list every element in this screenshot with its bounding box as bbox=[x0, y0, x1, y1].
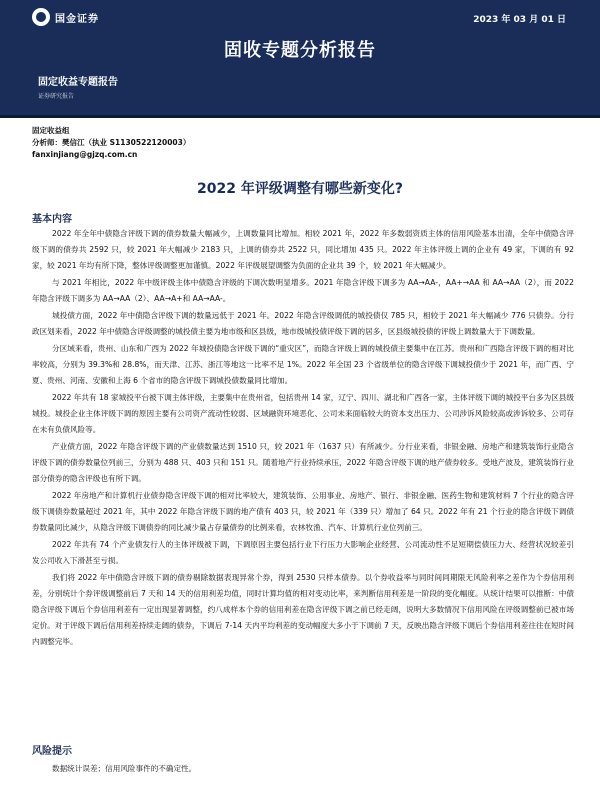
report-title: 固收专题分析报告 bbox=[224, 40, 376, 61]
body-content bbox=[32, 226, 574, 651]
paragraph: 城投债方面，2022 年中债隐含评级下调的数量远低于 2021 年。2022 年隐含评级调低的城投债仅 785 只，相较于 2021 年大幅减少 776 只债券。分行政区划来看，2022 年中债隐含评级调整的城投债主要为地市级和区县级，地市级城投债评级下调的居多，区县级城投债的评级上调数量大于下调数量。 bbox=[32, 311, 574, 336]
analyst-group: 固定收益组 bbox=[32, 126, 70, 135]
paragraph: 与 2021 年相比，2022 年中级评级主体中债隐含评级的下调次数明显增多。2021 年隐含评级下调多为 AA→AA-，AA+→AA 和 AA→AA（2），而 2022 年隐含评级下调多为 AA→AA（2）、AA→A+和 AA→AA-。 bbox=[32, 278, 574, 303]
report-subtitle: 固定收益专题报告 bbox=[38, 77, 118, 88]
report-category: 证券研究报告 bbox=[38, 93, 75, 100]
main-title: 2022 年评级调整有哪些新变化? bbox=[197, 181, 403, 197]
analyst-info bbox=[32, 125, 190, 161]
paragraph: 分区域来看，贵州、山东和广西为 2022 年城投债隐含评级下调的“重灾区”，而隐含评级上调的城投债主要集中在江苏。贵州和广西隐含评级下调的相对比率较高，分别为 39.3%和 28.8%，而天津、江苏、浙江等地这一比率不足 1%。2022 年全国 23 个省级单位的隐含评级下调城投债少于 2021 年，而广西、宁夏、贵州、河南、安徽和上海 6 个省市的隐含评级下调城投债数量同比增加。 bbox=[32, 344, 574, 385]
paragraph: 2022 年共有 74 个产业债发行人的主体评级被下调，下调原因主要包括行业下行压力大影响企业经营、公司流动性不足短期偿债压力大、经营状况较差引发公司收入下滑甚至亏损。 bbox=[32, 540, 574, 565]
paragraph: 2022 年房地产和计算机行业债券隐含评级下调的相对比率较大，建筑装饰、公用事业、房地产、银行、非银金融、医药生物和建筑材料 7 个行业的隐含评级下调债券数量超过 2021 年，其中 2022 年隐含评级下调的地产债有 403 只，较 2021 年（339 只）增加了 64 只。2022 年有 21 个行业的隐含评级下调债券数量同比减少，从隐含评级下调债券的同比减少量占存量债券的比例来看，农林牧渔、汽车、计算机行业位列前三。 bbox=[32, 491, 574, 532]
paragraph: 我们将 2022 年中债隐含评级下调的债券剔除数据表现异常个券，得到 2530 只样本债券。以个券收益率与同时间同期限无风险利率之差作为个券信用利差，分别统计个券评级调整前后 7 天和 14 天的信用利差均值，同时计算均值的相对变动比率，来判断信用利差是一阶段的变化幅度。从统计结果可以推断：中债隐含评级下调后个券信用利差有一定出现显著调整，约八成样本个券的信用利差在隐含评级下调之前已经走阔，说明大多数情况下信用风险在评级调整前已被市场定价。对于评级下调后信用利差持续走阔的债券，下调后 7-14 天内平均利差的变动幅度大多小于下调前 7 天，反映出隐含评级下调后个券信用利差往往在短时间内调整完毕。 bbox=[32, 573, 574, 646]
brand-name: 国金证券 bbox=[55, 13, 99, 25]
logo-icon bbox=[32, 8, 50, 26]
analyst-email[interactable]: fanxinjiang@gjzq.com.cn bbox=[32, 150, 138, 159]
paragraph: 产业债方面，2022 年隐含评级下调的产业债数量达到 1510 只，较 2021 年（1637 只）有所减少。分行业来看，非银金融、房地产和建筑装饰行业隐含评级下调的债券数量位列前三，分别为 488 只、403 只和 151 只。随着地产行业持续承压，2022 年隐含评级下调的地产债券较多。受地产波及，建筑装饰行业部分债券的隐含评级也有所下调。 bbox=[32, 442, 574, 483]
analyst-name: 分析师：樊信江（执业 S1130522120003） bbox=[32, 138, 191, 147]
section-heading-risk: 风险提示 bbox=[32, 746, 72, 757]
header-band bbox=[0, 0, 600, 118]
header-stripe bbox=[0, 115, 600, 118]
report-date: 2023 年 03 月 01 日 bbox=[473, 15, 566, 25]
brand-logo bbox=[32, 8, 99, 26]
paragraph: 2022 年全年中债隐含评级下调的债券数量大幅减少，上调数量同比增加。相较 2021 年，2022 年多数弱资质主体的信用风险基本出清，全年中债隐含评级下调的债券共 2592 只，较 2021 年大幅减少 2183 只，上调的债券共 2522 只，同比增加 435 只。2022 年主体评级上调的企业有 49 家，下调的有 92 家，较 2021 年均有所下降，整体评级调整更加谨慎。2022 年评级展望调整为负面的企业共 39 个，较 2021 年大幅减少。 bbox=[32, 229, 574, 270]
risk-text: 数据统计误差；信用风险事件的不确定性。 bbox=[52, 764, 197, 773]
section-heading-basic: 基本内容 bbox=[32, 214, 72, 225]
paragraph: 2022 年共有 18 家城投平台被下调主体评级，主要集中在贵州省，包括贵州 14 家，辽宁、四川、湖北和广西各一家，主体评级下调的城投平台多为区县级城投。城投企业主体评级下调的原因主要有公司资产流动性较弱、区域融资环境恶化、公司未来面临较大的资本支出压力、公司涉诉风险较高或涉诉较多、公司存在未有负债风险等。 bbox=[32, 393, 574, 434]
risk-section bbox=[32, 742, 574, 778]
